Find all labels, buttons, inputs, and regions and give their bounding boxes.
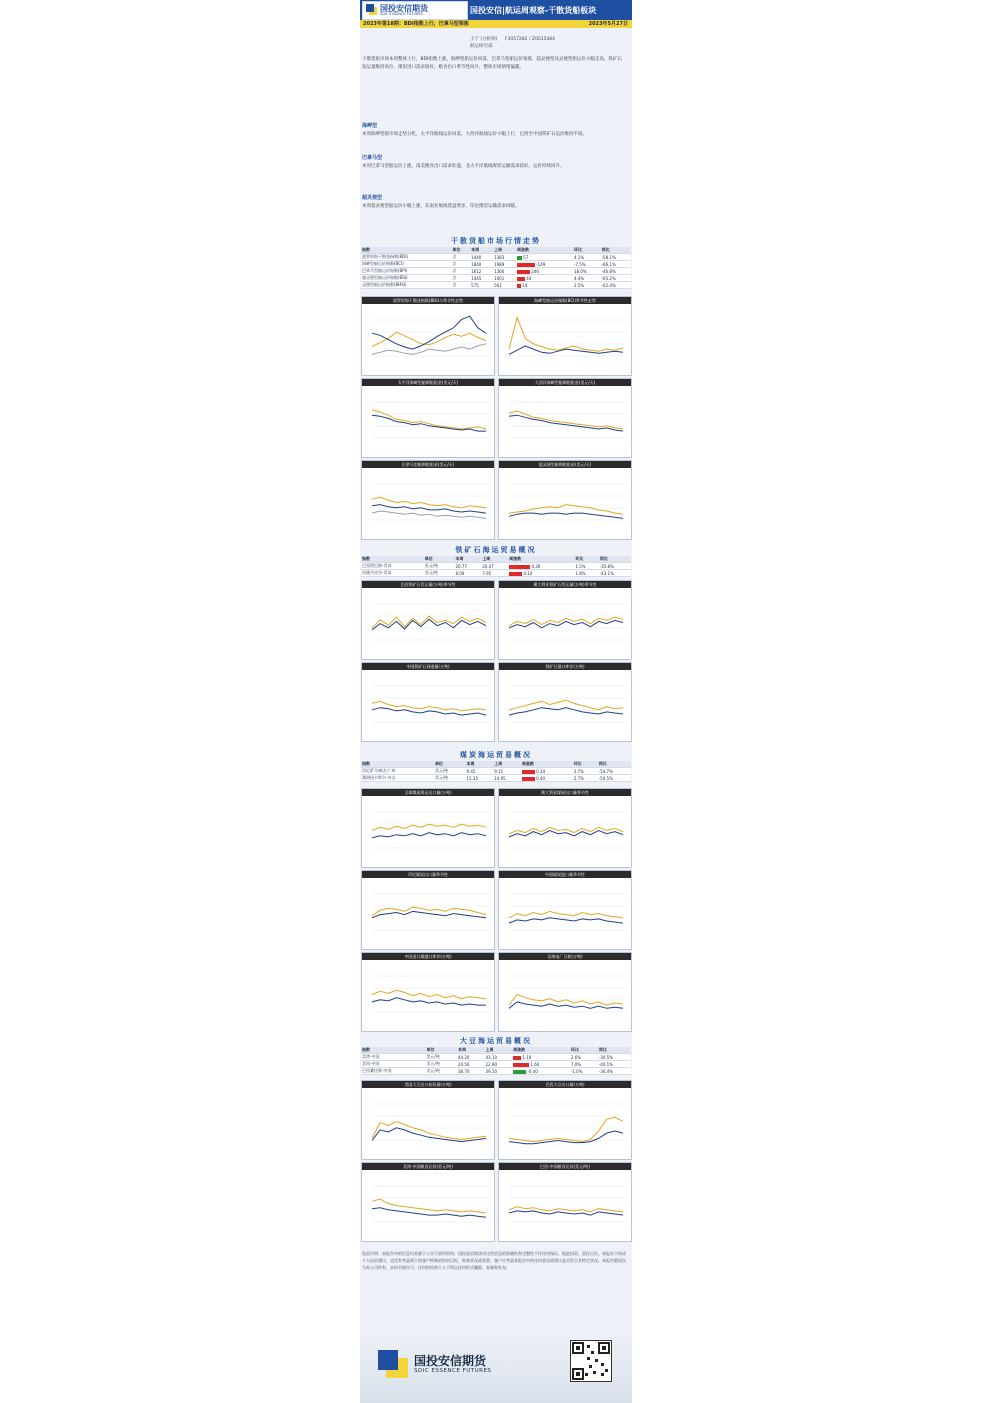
table-cell-change — [516, 282, 573, 289]
chart-title: 印尼煤炭出口量季节性 — [362, 871, 494, 878]
table-row — [361, 268, 631, 275]
table-cell-prev: 1383 — [493, 254, 516, 261]
table-cell-cur: 575 — [470, 282, 493, 289]
chart-title: 美国大豆出口检验量(万吨) — [362, 1081, 494, 1088]
table-cell-name: 巴西桑托斯-中国 — [361, 1068, 425, 1075]
series-line — [509, 411, 623, 429]
series-line — [372, 998, 486, 1005]
table-cell-prev: 1989 — [493, 261, 516, 268]
change-value: 0.34 — [534, 768, 546, 774]
series-line — [372, 1199, 486, 1213]
table-row — [361, 563, 631, 570]
series-line — [372, 701, 486, 711]
table-row — [361, 1068, 631, 1075]
table-cell-wow: 2.5% — [573, 282, 601, 289]
chart-plot — [362, 796, 492, 865]
table-cell-prev: 9.11 — [493, 768, 521, 775]
table-cell-prev: 1366 — [493, 268, 516, 275]
series-line — [372, 511, 486, 518]
change-value: 246 — [529, 268, 539, 274]
chart-panel — [498, 296, 632, 376]
change-value: 1.60 — [529, 1061, 540, 1067]
table-cell-cur: 1045 — [470, 275, 493, 282]
table-cell-name: 西澳丹皮尔-青岛 — [361, 570, 424, 577]
footer-company-name: 国投安信期货 — [414, 1354, 487, 1368]
table-header-cell: 本周 — [454, 556, 481, 563]
table-cell-unit: 美元/吨 — [434, 775, 466, 782]
table-header-cell: 单位 — [425, 1047, 456, 1054]
section-title-coal: 煤炭海运贸易概况 — [460, 751, 532, 759]
table-row — [361, 282, 631, 289]
section-title-iron: 铁矿石海运贸易概况 — [455, 546, 537, 554]
table-cell-cur: 20.77 — [454, 563, 481, 570]
series-line — [509, 700, 623, 710]
chart-title: 中国煤炭进口量季节性 — [499, 871, 631, 878]
series-line — [372, 616, 486, 628]
table-cell-prev: 14.95 — [493, 775, 521, 782]
table-row — [361, 1054, 631, 1061]
change-value: 0.40 — [534, 775, 546, 781]
table-cell-yoy: -36.4% — [598, 1068, 631, 1075]
table-cell-unit: 点 — [451, 268, 470, 275]
chart-title: 太平洋海岬型船期租租金(美元/天) — [362, 379, 494, 386]
chart-panel — [361, 296, 495, 376]
series-line — [509, 513, 623, 518]
chart-title: 超灵便型船期租租金(美元/天) — [499, 461, 631, 468]
chart-plot — [499, 304, 629, 373]
table-cell-unit: 美元/吨 — [425, 1061, 456, 1068]
company-logo — [362, 1, 468, 20]
table-header-cell: 同比 — [601, 247, 631, 254]
table-cell-wow: 1.5% — [574, 563, 598, 570]
table-cell-wow: 4.1% — [573, 254, 601, 261]
table-cell-cur: 24.50 — [457, 1061, 485, 1068]
section-text-supramax: 本周超灵便型船运价小幅上涨，东南亚航线货盘增多，印尼煤炭运输需求回暖。 — [362, 204, 520, 209]
table-header-cell: 环比 — [574, 556, 598, 563]
table-cell-unit: 美元/吨 — [424, 563, 455, 570]
chart-title: 海岬型船运价指数(BCI)季节性走势 — [499, 297, 631, 304]
table-cell-prev: 22.90 — [485, 1061, 513, 1068]
table-cell-yoy: -54.7% — [598, 768, 631, 775]
table-header-cell: 指数 — [361, 1047, 425, 1054]
series-line — [372, 1208, 486, 1218]
table-cell-cur: 44.20 — [457, 1054, 485, 1061]
chart-plot — [499, 468, 629, 537]
table-row — [361, 775, 631, 782]
change-bar — [522, 770, 535, 774]
table-cell-cur: 1612 — [470, 268, 493, 275]
table-header-cell: 上周 — [493, 247, 516, 254]
table-cell-cur: 1440 — [470, 254, 493, 261]
section-title-market: 干散货船市场行情走势 — [451, 237, 541, 245]
analyst-line — [470, 36, 555, 42]
table-row — [361, 768, 631, 775]
chart-plot — [362, 386, 492, 455]
license-no: F3057282 / Z0015484 — [504, 37, 556, 42]
chart-title: 巴拿马型船期租租金(美元/天) — [362, 461, 494, 468]
table-cell-change — [508, 563, 574, 570]
table-cell-change — [512, 1061, 570, 1068]
footer-logo-icon — [378, 1350, 408, 1378]
table-cell-unit: 美元/吨 — [425, 1068, 456, 1075]
chart-panel — [361, 580, 495, 660]
chart-panel — [361, 662, 495, 742]
table-header-cell: 周涨跌 — [521, 761, 573, 768]
analyst-name: 王宁 (分析师) — [470, 37, 498, 42]
section-label-capesize: 海岬型 — [362, 123, 378, 129]
change-bar — [517, 277, 525, 281]
series-line — [372, 332, 486, 346]
table-cell-unit: 美元/吨 — [425, 1054, 456, 1061]
change-bar — [509, 565, 530, 569]
issue-bar — [360, 20, 632, 28]
change-value: 57 — [521, 254, 529, 260]
chart-panel — [361, 952, 495, 1032]
table-cell-yoy: -30.5% — [598, 1054, 631, 1061]
table-cell-yoy: -58.1% — [601, 254, 631, 261]
chart-panel — [361, 870, 495, 950]
change-value: -0.40 — [526, 1068, 538, 1074]
change-value: 0.14 — [522, 570, 533, 576]
chart-plot — [499, 960, 629, 1029]
table-header-cell: 上周 — [493, 761, 521, 768]
series-line — [509, 1207, 623, 1212]
table-header-cell: 环比 — [573, 761, 598, 768]
table-header-cell: 本周 — [457, 1047, 485, 1054]
table-cell-change — [516, 261, 573, 268]
table-row — [361, 254, 631, 261]
change-bar — [509, 572, 522, 576]
chart-plot — [362, 960, 492, 1029]
series-line — [372, 1128, 486, 1142]
chart-title: 波罗的海干散货指数(BDI)与季节性走势 — [362, 297, 494, 304]
table-cell-change — [516, 275, 573, 282]
series-line — [372, 990, 486, 998]
change-bar — [517, 270, 530, 274]
table-cell-yoy: -46.8% — [601, 268, 631, 275]
section-text-panamax: 本周巴拿马型船运价上涨，南美粮食出口需求旺盛，北太平洋航线煤炭运输需求较好，运价持续回升。 — [362, 164, 565, 169]
table-cell-cur: 1840 — [470, 261, 493, 268]
report-title: 国投安信|航运周观察-干散货船板块 — [470, 6, 597, 15]
table-header-cell: 环比 — [570, 1047, 598, 1054]
table-header-cell: 单位 — [424, 556, 455, 563]
series-line — [509, 1211, 623, 1215]
chart-plot — [362, 1088, 492, 1157]
chart-panel — [361, 378, 495, 458]
disclaimer-text: 免责声明：本报告中的信息均来源于公开可获得资料，国投安信期货对这些信息的准确性和完整性不作任何保证，据此投资，责任自负。本报告不构成个人投资建议，也没有考虑到个别客户特殊的投资目标、财务状况或需要。客户应考虑本报告中的任何意见或建议是否符合其特定状况。本报告版权仅为本公司所有，未经书面许可，任何机构和个人不得以任何形式翻版、复制和发布。 — [362, 1251, 626, 1270]
report-date: 2023年5月27日 — [588, 21, 628, 27]
table-header-cell: 本周 — [470, 247, 493, 254]
change-value: 0.30 — [530, 563, 541, 569]
table-cell-change — [516, 254, 573, 261]
table-header-cell: 同比 — [598, 761, 631, 768]
table-cell-cur: 8.09 — [454, 570, 481, 577]
series-line — [509, 1117, 623, 1141]
table-cell-wow: 2.6% — [570, 1054, 598, 1061]
table-cell-name: 澳洲纽卡斯尔-舟山 — [361, 775, 434, 782]
table-cell-unit: 美元/吨 — [434, 768, 466, 775]
report-header — [360, 0, 632, 20]
chart-plot — [362, 304, 492, 373]
change-bar — [513, 1056, 521, 1060]
chart-panel — [498, 460, 632, 540]
series-line — [372, 824, 486, 830]
table-cell-yoy: -40.1% — [598, 1061, 631, 1068]
table-cell-change — [512, 1068, 570, 1075]
table-cell-unit: 点 — [451, 282, 470, 289]
table-cell-name: 波罗的海干散货指数(BDI) — [361, 254, 451, 261]
chart-plot — [362, 468, 492, 537]
table-header-cell: 指数 — [361, 556, 424, 563]
table-header-cell: 周涨跌 — [512, 1047, 570, 1054]
table-cell-yoy: -66.1% — [601, 261, 631, 268]
table-cell-change — [516, 268, 573, 275]
chart-panel — [498, 788, 632, 868]
table-cell-name: 美西-中国 — [361, 1061, 425, 1068]
series-line — [509, 415, 623, 431]
table-cell-prev: 39.10 — [485, 1068, 513, 1075]
table-row — [361, 275, 631, 282]
table-cell-wow: 18.0% — [573, 268, 601, 275]
chart-plot — [499, 670, 629, 739]
table-header-cell: 同比 — [598, 1047, 631, 1054]
change-bar — [522, 777, 535, 781]
table-header-cell: 本周 — [466, 761, 494, 768]
table-cell-name: 海岬型船运价指数(BCI) — [361, 261, 451, 268]
chart-plot — [499, 796, 629, 865]
series-line — [372, 907, 486, 916]
series-line — [509, 911, 623, 917]
chart-plot — [362, 878, 492, 947]
series-line — [372, 497, 486, 508]
chart-panel — [498, 1162, 632, 1242]
series-line — [509, 1131, 623, 1144]
change-bar — [517, 263, 535, 267]
table-cell-yoy: -62.4% — [601, 282, 631, 289]
chart-panel — [361, 460, 495, 540]
table-header-cell: 上周 — [485, 1047, 513, 1054]
section-label-panamax: 巴拿马型 — [362, 155, 383, 161]
section-text-capesize: 本周海岬型船市场走势分化，太平洋航线运价回落，大西洋航线运价小幅上行，巴西至中国铁矿石运价维持平稳。 — [362, 132, 587, 137]
table-cell-change — [512, 1054, 570, 1061]
table-cell-wow: 7.0% — [570, 1061, 598, 1068]
table-header-cell: 上周 — [481, 556, 508, 563]
table-header-cell: 环比 — [573, 247, 601, 254]
chart-title: 沿海电厂日耗(万吨) — [499, 953, 631, 960]
table-header-cell: 同比 — [599, 556, 631, 563]
chart-plot — [499, 588, 629, 657]
chart-panel — [498, 870, 632, 950]
table-cell-change — [521, 775, 573, 782]
table-cell-name: 印尼萨马林达-广州 — [361, 768, 434, 775]
chart-title: 大西洋海岬型船期租租金(美元/天) — [499, 379, 631, 386]
change-bar — [513, 1063, 529, 1067]
report-footer — [360, 1330, 632, 1403]
market-index-table — [361, 247, 631, 289]
chart-plot — [362, 588, 492, 657]
table-row — [361, 570, 631, 577]
change-value: 14 — [520, 282, 528, 288]
logo-name: 国投安信期货 — [380, 4, 428, 13]
table-cell-wow: 2.7% — [573, 775, 598, 782]
table-cell-wow: 3.7% — [573, 768, 598, 775]
table-row — [361, 261, 631, 268]
series-line — [509, 346, 623, 355]
chart-title: 中国铁矿石到港量(万吨) — [362, 663, 494, 670]
table-cell-prev: 20.47 — [481, 563, 508, 570]
table-cell-wow: 1.8% — [574, 570, 598, 577]
series-line — [372, 833, 486, 838]
chart-plot — [499, 386, 629, 455]
chart-plot — [499, 1088, 629, 1157]
coal-freight-table — [361, 761, 631, 782]
chart-panel — [361, 1080, 495, 1160]
change-value: 1.10 — [521, 1054, 532, 1060]
chart-panel — [498, 662, 632, 742]
chart-title: 巴西铁矿石发运量(万吨)季节性 — [362, 581, 494, 588]
change-value: 44 — [524, 275, 532, 281]
table-cell-name: 灵便型船运价指数(BHSI) — [361, 282, 451, 289]
table-cell-cur: 15.35 — [466, 775, 494, 782]
table-cell-name: 巴拿马型船运价指数(BPI) — [361, 268, 451, 275]
table-cell-yoy: -65.2% — [601, 275, 631, 282]
logo-subtitle: SDIC ESSENCE FUTURES — [380, 12, 423, 16]
issue-label: 2023年第18期：BDI指数上行，巴拿马型领涨 — [363, 21, 469, 27]
change-bar — [513, 1070, 526, 1074]
table-cell-unit: 美元/吨 — [424, 570, 455, 577]
table-cell-name: 超灵便型船运价指数(BSI) — [361, 275, 451, 282]
chart-plot — [362, 670, 492, 739]
table-cell-yoy: -50.5% — [598, 775, 631, 782]
table-header-cell: 单位 — [434, 761, 466, 768]
table-cell-cur: 9.45 — [466, 768, 494, 775]
section-title-grain: 大豆海运贸易概况 — [460, 1037, 532, 1045]
report-sheet — [360, 0, 632, 1403]
table-cell-wow: -1.0% — [570, 1068, 598, 1075]
summary-paragraph: 干散货船市场本周整体上行，BDI指数上涨，海岬型船运价回落，巴拿马型船运价领涨，超灵便型及灵便型船运价小幅走高。铁矿石发运量维持高位，煤炭进口需求较好，粮食出口季节性回升，整体市场情绪偏暖。 — [362, 57, 622, 70]
chart-title: 美湾-中国粮食运价(美元/吨) — [362, 1163, 494, 1170]
table-cell-prev: 7.95 — [481, 570, 508, 577]
series-line — [509, 708, 623, 715]
chart-panel — [498, 378, 632, 458]
iron-freight-table — [361, 556, 631, 577]
chart-title: 铁矿石港口库存(万吨) — [499, 663, 631, 670]
chart-panel — [498, 1080, 632, 1160]
chart-plot — [362, 1170, 492, 1239]
chart-panel — [498, 580, 632, 660]
table-cell-yoy: -35.8% — [599, 563, 631, 570]
series-line — [372, 911, 486, 917]
chart-title: 巴西大豆出口量(万吨) — [499, 1081, 631, 1088]
table-header-cell: 周涨跌 — [508, 556, 574, 563]
chart-title: 全球煤炭海运出口量(万吨) — [362, 789, 494, 796]
series-line — [509, 918, 623, 923]
section-label-supramax: 超灵便型 — [362, 195, 383, 201]
table-cell-name: 巴西图巴朗-青岛 — [361, 563, 424, 570]
table-cell-yoy: -43.1% — [599, 570, 631, 577]
table-header-cell: 周涨跌 — [516, 247, 573, 254]
table-row — [361, 1061, 631, 1068]
grain-freight-table — [361, 1047, 631, 1075]
table-cell-unit: 点 — [451, 254, 470, 261]
table-header-cell: 指数 — [361, 247, 451, 254]
table-header-cell: 指数 — [361, 761, 434, 768]
table-cell-change — [508, 570, 574, 577]
chart-plot — [499, 878, 629, 947]
series-line — [372, 415, 486, 431]
series-line — [372, 708, 486, 715]
chart-title: 巴西-中国粮食运价(美元/吨) — [499, 1163, 631, 1170]
series-line — [509, 620, 623, 627]
change-value: -149 — [534, 261, 546, 267]
chart-title: 澳大利亚铁矿石发运量(万吨)季节性 — [499, 581, 631, 588]
table-cell-unit: 点 — [451, 261, 470, 268]
desk-line: 航运研究部 — [470, 44, 493, 49]
qr-code-icon[interactable] — [570, 1340, 612, 1382]
table-cell-prev: 1001 — [493, 275, 516, 282]
footer-company-sub: SDIC ESSENCE FUTURES — [414, 1368, 492, 1374]
chart-panel — [498, 952, 632, 1032]
table-cell-prev: 43.10 — [485, 1054, 513, 1061]
table-cell-cur: 38.70 — [457, 1068, 485, 1075]
chart-panel — [361, 788, 495, 868]
chart-title: 澳大利亚煤炭出口量季节性 — [499, 789, 631, 796]
logo-mark-icon — [366, 4, 377, 15]
chart-plot — [499, 1170, 629, 1239]
table-cell-name: 美湾-中国 — [361, 1054, 425, 1061]
chart-title: 中国进口煤港口库存(万吨) — [362, 953, 494, 960]
table-cell-wow: 4.4% — [573, 275, 601, 282]
table-cell-unit: 点 — [451, 275, 470, 282]
table-cell-change — [521, 768, 573, 775]
table-header-cell: 单位 — [451, 247, 470, 254]
chart-panel — [361, 1162, 495, 1242]
table-cell-wow: -7.5% — [573, 261, 601, 268]
table-cell-prev: 561 — [493, 282, 516, 289]
